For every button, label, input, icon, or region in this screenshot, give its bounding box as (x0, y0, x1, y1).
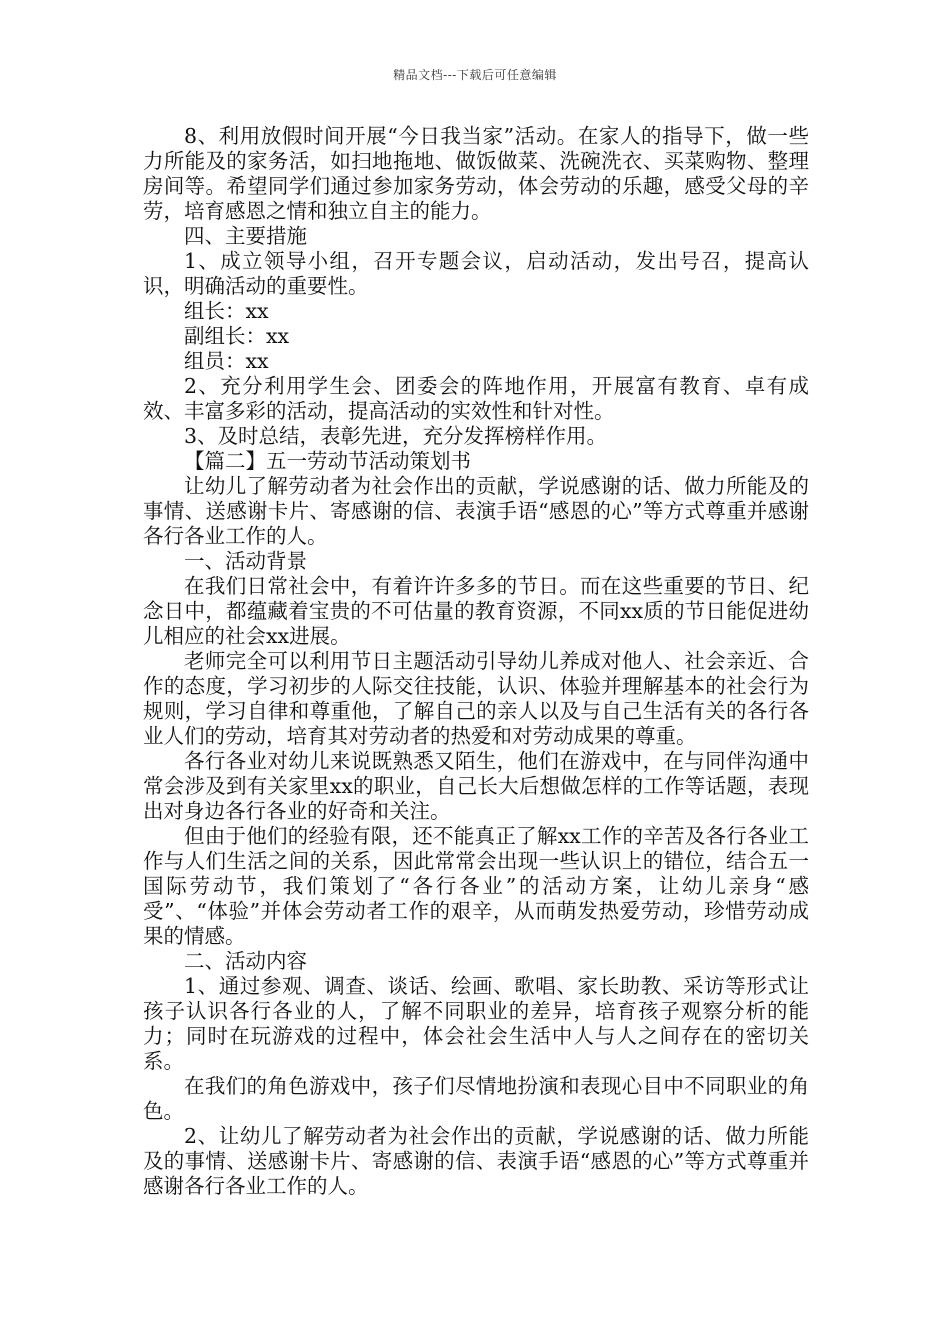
paragraph-background-2: 老师完全可以利用节日主题活动引导幼儿养成对他人、社会亲近、合作的态度，学习初步的人际交往技能，认识、体验并理解基本的社会行为规则，学习自律和尊重他，了解自己的亲人以及与自己生活有关的各行各业人们的劳动，培育其对劳动者的热爱和对劳动成果的尊重。 (143, 649, 809, 748)
page-header: 精品文档---下载后可任意编辑 (393, 68, 557, 82)
paragraph-intro: 让幼儿了解劳动者为社会作出的贡献，学说感谢的话、做力所能及的事情、送感谢卡片、寄感谢的信、表演手语“感恩的心”等方式尊重并感谢各行各业工作的人。 (143, 474, 809, 548)
paragraph-item-8: 8、利用放假时间开展“今日我当家”活动。在家人的指导下，做一些力所能及的家务活，如扫地拖地、做饭做菜、洗碗洗衣、买菜购物、整理房间等。希望同学们通过参加家务劳动，体会劳动的乐趣，感受父母的辛劳，培育感恩之情和独立自主的能力。 (143, 124, 809, 223)
paragraph-group-leader: 组长：xx (184, 299, 269, 323)
paragraph-background-3: 各行各业对幼儿来说既熟悉又陌生，他们在游戏中，在与同伴沟通中常会涉及到有关家里xx的职业，自己长大后想做怎样的工作等话题，表现出对身边各行各业的好奇和关注。 (143, 749, 809, 823)
paragraph-background-4: 但由于他们的经验有限，还不能真正了解xx工作的辛苦及各行各业工作与人们生活之间的关系，因此常常会出现一些认识上的错位，结合五一国际劳动节，我们策划了“各行各业”的活动方案，让幼儿亲身“感受”、“体验”并体会劳动者工作的艰辛，从而萌发热爱劳动，珍惜劳动成果的情感。 (143, 824, 809, 948)
paragraph-content-2: 2、让幼儿了解劳动者为社会作出的贡献，学说感谢的话、做力所能及的事情、送感谢卡片、寄感谢的信、表演手语“感恩的心”等方式尊重并感谢各行各业工作的人。 (143, 1124, 809, 1198)
paragraph-measure-3: 3、及时总结，表彰先进，充分发挥榜样作用。 (184, 424, 608, 448)
paragraph-content-1: 1、通过参观、调查、谈话、绘画、歌唱、家长助教、采访等形式让孩子认识各行各业的人，了解不同职业的差异，培育孩子观察分析的能力；同时在玩游戏的过程中，体会社会生活中人与人之间存在的密切关系。 (143, 974, 809, 1073)
paragraph-background-1: 在我们日常社会中，有着许许多多的节日。而在这些重要的节日、纪念日中，都蕴藏着宝贵的不可估量的教育资源，不同xx质的节日能促进幼儿相应的社会xx进展。 (143, 574, 809, 648)
paragraph-role-play: 在我们的角色游戏中，孩子们尽情地扮演和表现心目中不同职业的角色。 (143, 1074, 809, 1123)
chapter-title-part-two: 【篇二】五一劳动节活动策划书 (184, 449, 471, 473)
paragraph-members: 组员：xx (184, 349, 269, 373)
section-heading-main-measures: 四、主要措施 (184, 224, 307, 248)
paragraph-deputy-leader: 副组长：xx (184, 324, 290, 348)
section-heading-background: 一、活动背景 (184, 549, 307, 573)
document-body (143, 124, 809, 1199)
section-heading-content: 二、活动内容 (184, 949, 307, 973)
paragraph-measure-1: 1、成立领导小组，召开专题会议，启动活动，发出号召，提高认识，明确活动的重要性。 (143, 249, 809, 298)
paragraph-measure-2: 2、充分利用学生会、团委会的阵地作用，开展富有教育、卓有成效、丰富多彩的活动，提高活动的实效性和针对性。 (143, 374, 809, 423)
